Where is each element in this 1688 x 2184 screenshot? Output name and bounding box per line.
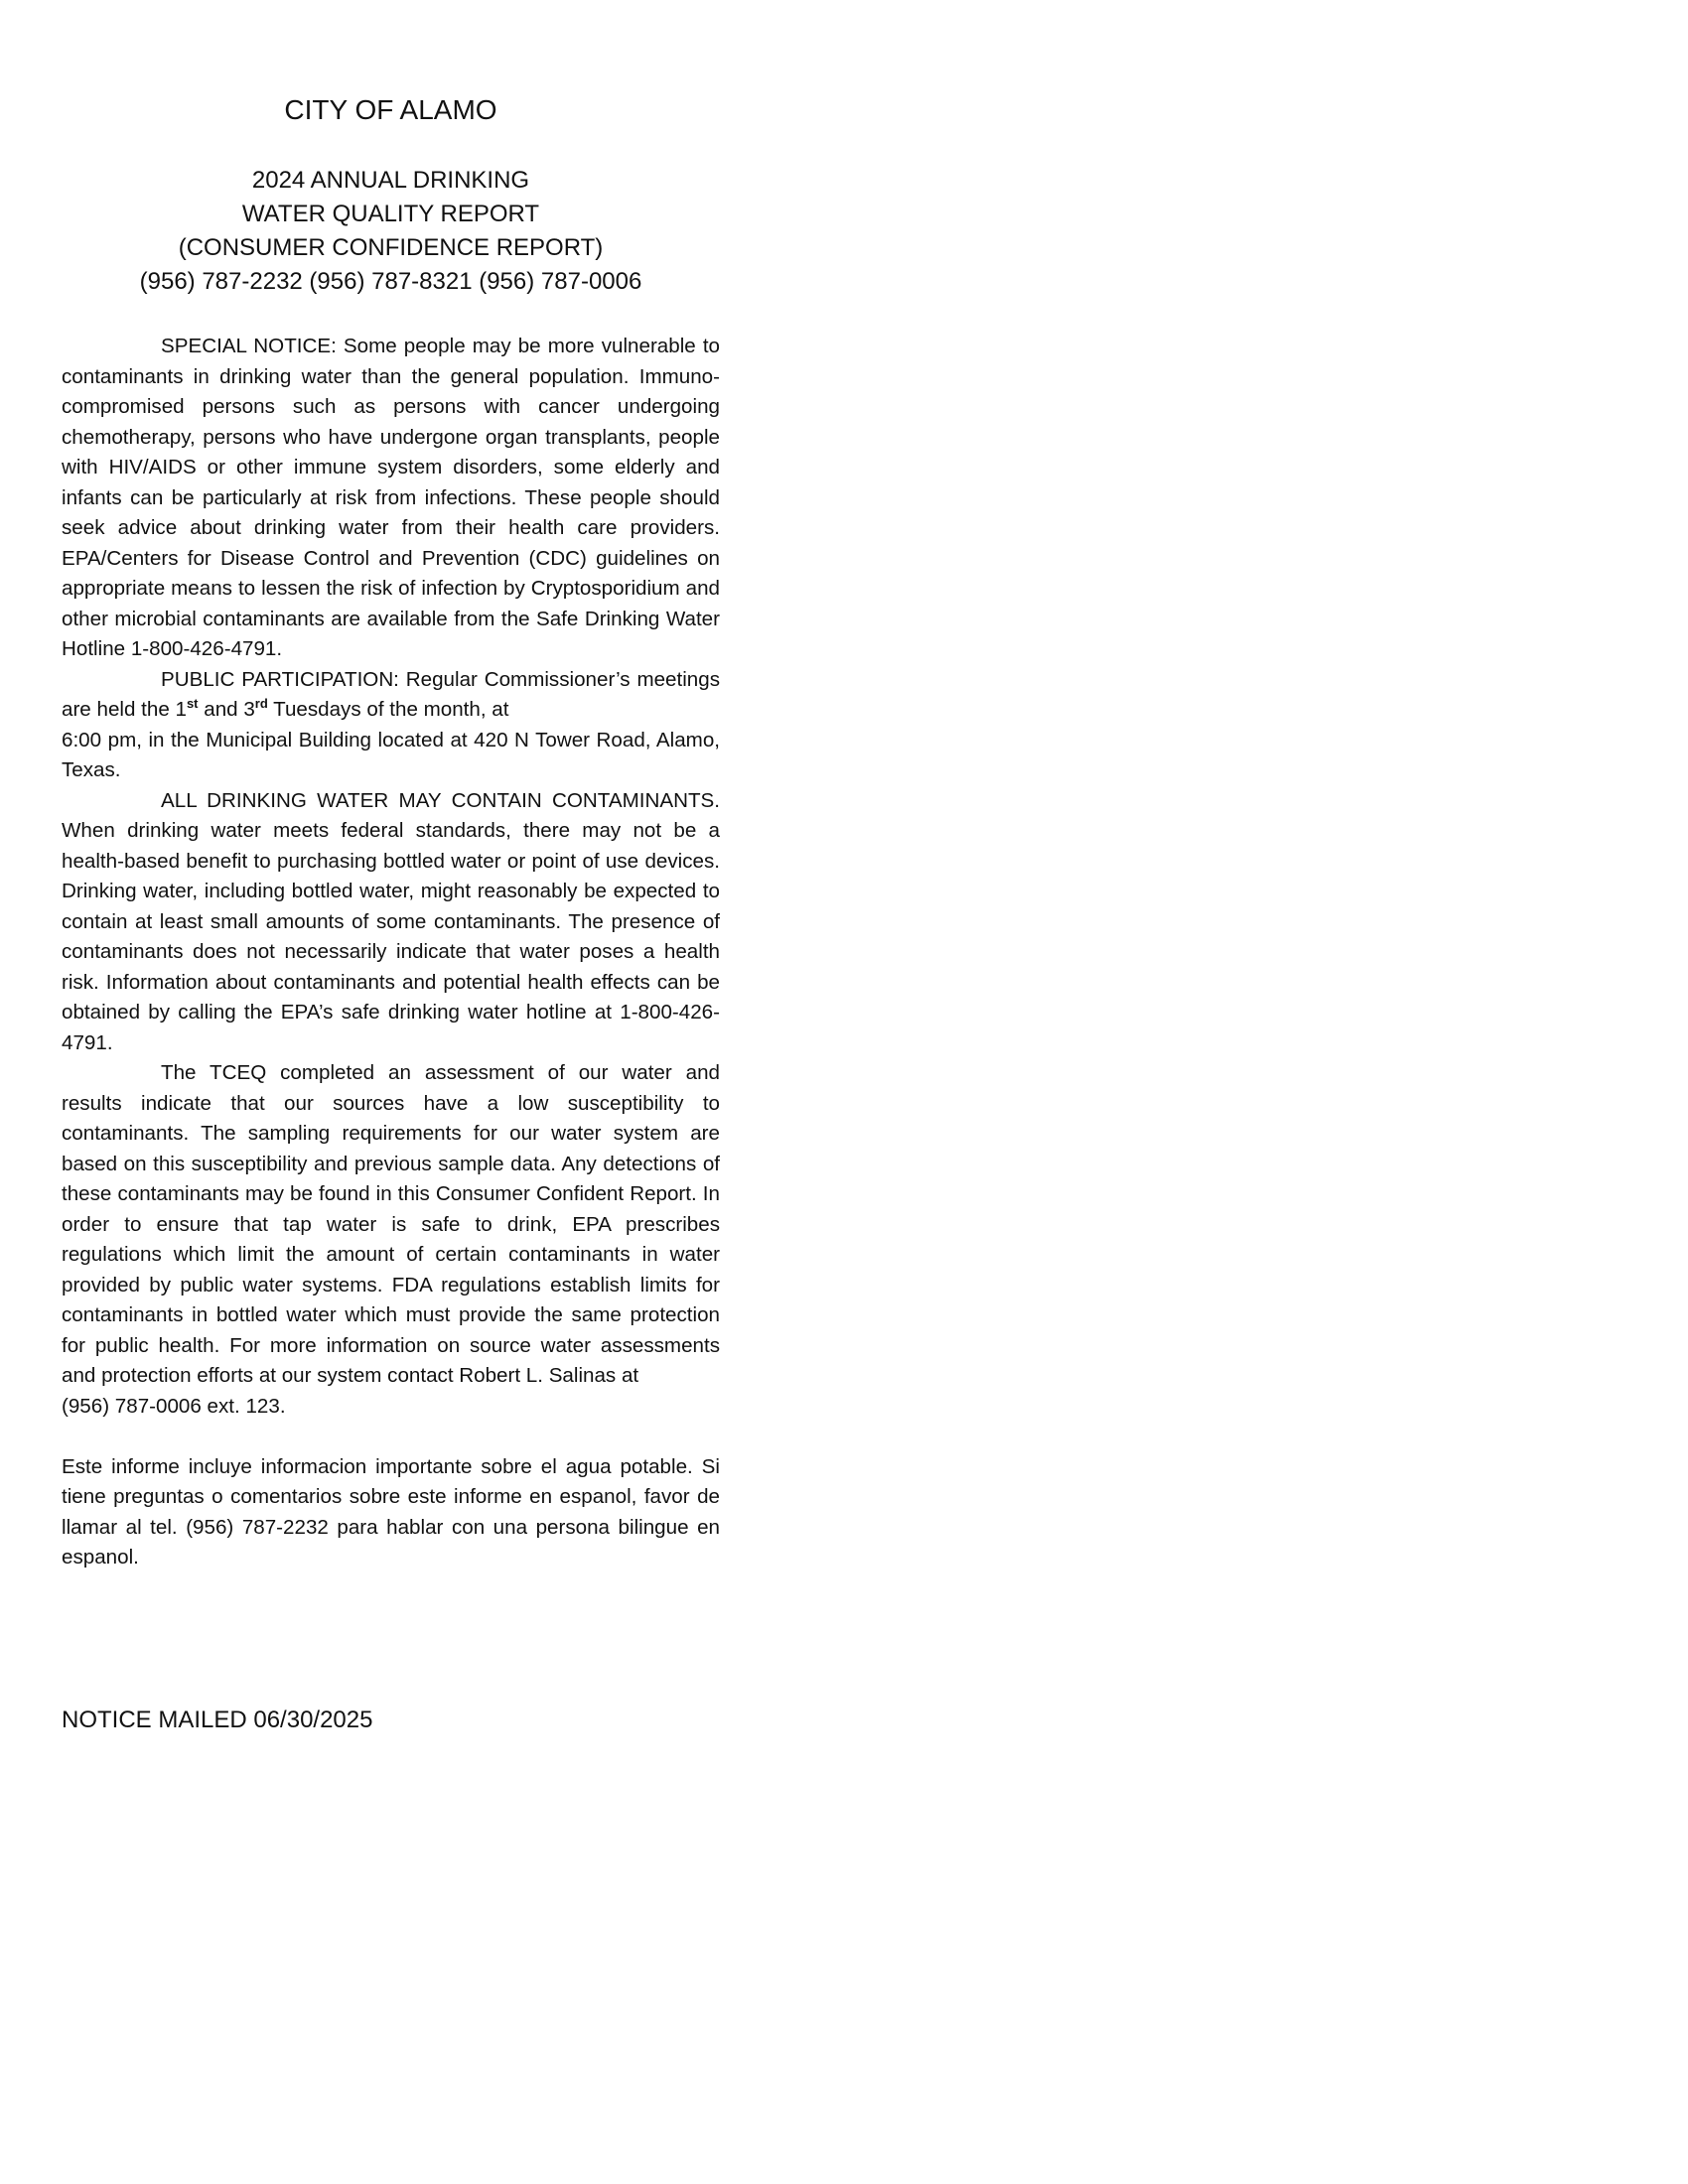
public-participation-paragraph [62,665,720,726]
public-participation-text-2: and 3 [198,698,255,721]
paragraph-spacer [62,1422,720,1452]
report-title-line-3: (CONSUMER CONFIDENCE REPORT) [178,234,604,261]
spanish-notice-paragraph: Este informe incluye informacion importante sobre el agua potable. Si tiene preguntas o comentarios sobre este informe en espanol, favor de llamar al tel. (956) 787-2232 para hablar con una persona bilingue en espanol. [62,1454,720,1569]
special-notice-paragraph: SPECIAL NOTICE: Some people may be more vulnerable to contaminants in drinking water than the general population. Immuno-compromised persons such as persons with cancer undergoing chemotherapy, persons who have undergone organ transplants, people with HIV/AIDS or other immune system disorders, some elderly and infants can be particularly at risk from infections. These people should seek advice about drinking water from their health care providers. EPA/Centers for Disease Control and Prevention (CDC) guidelines on appropriate means to lessen the risk of infection by Cryptosporidium and other microbial contaminants are available from the Safe Drinking Water Hotline 1-800-426-4791. [62,335,720,660]
report-title-line-1: 2024 ANNUAL DRINKING [251,167,530,194]
notice-mailed-date: NOTICE MAILED 06/30/2025 [62,1706,373,1733]
city-title: CITY OF ALAMO [284,94,497,125]
contaminants-paragraph: ALL DRINKING WATER MAY CONTAIN CONTAMINANTS. When drinking water meets federal standards, there may not be a health-based benefit to purchasing bottled water or point of use devices. Drinking water, including bottled water, might reasonably be expected to contain at least small amounts of some contaminants. The presence of contaminants does not necessarily indicate that water poses a health risk. Information about contaminants and potential health effects can be obtained by calling the EPA’s safe drinking water hotline at 1-800-426-4791. [62,788,720,1054]
report-body [62,332,720,1573]
meeting-location: 6:00 pm, in the Municipal Building located at 420 N Tower Road, Alamo, Texas. [62,728,720,781]
ordinal-st: st [186,696,199,712]
report-title-line-2: WATER QUALITY REPORT [241,201,540,227]
public-participation-text-1: PUBLIC PARTICIPATION: Regular Commissioner’s meetings are held the 1 [62,667,720,721]
contact-phones: (956) 787-2232 (956) 787-8321 (956) 787-0006 [139,268,642,295]
contact-extension: (956) 787-0006 ext. 123. [62,1394,286,1418]
public-participation-text-3: Tuesdays of the month, at [267,698,509,721]
ordinal-rd: rd [254,696,268,712]
tceq-paragraph: The TCEQ completed an assessment of our water and results indicate that our sources have a low susceptibility to contaminants. The sampling requirements for our water system are based on this susceptibility and previous sample data. Any detections of these contaminants may be found in this Consumer Confident Report. In order to ensure that tap water is safe to drink, EPA prescribes regulations which limit the amount of certain contaminants in water provided by public water systems. FDA regulations establish limits for contaminants in bottled water which must provide the same protection for public health. For more information on source water assessments and protection efforts at our system contact Robert L. Salinas at [62,1061,720,1387]
report-header [62,164,720,299]
